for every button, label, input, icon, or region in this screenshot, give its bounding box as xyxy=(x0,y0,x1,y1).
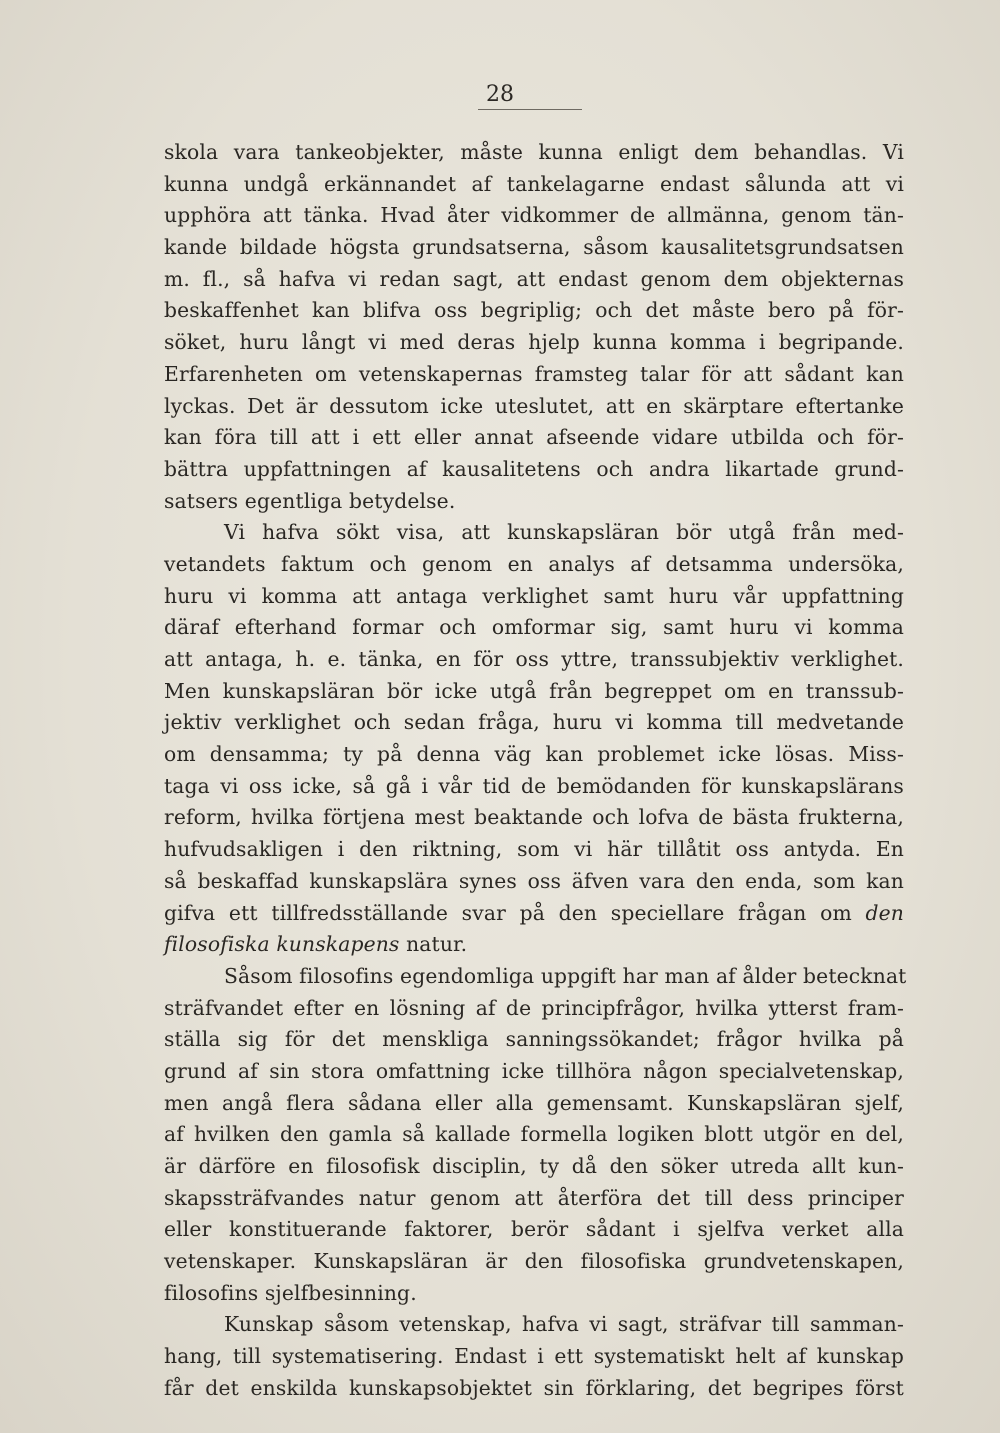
text-line: skola vara tankeobjekter, måste kunna enligt dem behandlas. Vi xyxy=(164,140,904,164)
italic-run: den xyxy=(865,900,904,925)
text-line: vetandets faktum och genom en analys af detsamma undersöka, xyxy=(164,551,904,576)
text-line: reform, hvilka förtjena mest beaktande och lofva de bästa frukterna, xyxy=(164,805,904,830)
page-number-rule xyxy=(478,109,582,110)
page-number: 28 xyxy=(486,82,514,107)
text-run: gifva ett tillfredsställande svar på den speciellare frågan om xyxy=(164,900,866,925)
text-line: grund af sin stora omfattning icke tillhöra någon specialvetenskap, xyxy=(164,1058,904,1083)
text-line: bättra uppfattningen af kausalitetens och andra likartade grund- xyxy=(164,456,904,481)
text-line: hang, till systematisering. Endast i ett systematiskt helt af kunskap xyxy=(164,1344,904,1369)
text-line: så beskaffad kunskapslära synes oss äfven vara den enda, som kan xyxy=(164,868,904,893)
text-line: lyckas. Det är dessutom icke uteslutet, att en skärptare eftertanke xyxy=(164,393,904,418)
text-line: söket, huru långt vi med deras hjelp kunna komma i begripande. xyxy=(164,330,904,355)
text-line: taga vi oss icke, så gå i vår tid de bemödanden för kunskapslärans xyxy=(164,773,904,798)
text-line: satsers egentliga betydelse. xyxy=(164,488,456,513)
text-line: får det enskilda kunskapsobjektet sin förklaring, det begripes först xyxy=(164,1375,904,1400)
text-line: vetenskaper. Kunskapsläran är den filosofiska grundvetenskapen, xyxy=(164,1249,904,1274)
text-line: sträfvandet efter en lösning af de principfrågor, hvilka ytterst fram- xyxy=(164,995,904,1020)
text-line: Erfarenheten om vetenskapernas framsteg talar för att sådant kan xyxy=(164,361,904,386)
text-line: beskaffenhet kan blifva oss begriplig; och det måste bero på för- xyxy=(164,298,904,323)
text-line: af hvilken den gamla så kallade formella logiken blott utgör en del, xyxy=(164,1122,904,1147)
text-line: hufvudsakligen i den riktning, som vi här tillåtit oss antyda. En xyxy=(164,837,904,862)
text-line: Kunskap såsom vetenskap, hafva vi sagt, sträfvar till samman- xyxy=(224,1312,904,1337)
text-line: kande bildade högsta grundsatserna, såsom kausalitetsgrundsatsen xyxy=(164,235,904,260)
text-line: jektiv verklighet och sedan fråga, huru vi komma till medvetande xyxy=(164,710,904,735)
text-line: att antaga, h. e. tänka, en för oss yttre, transsubjektiv verklighet. xyxy=(164,647,904,671)
text-line-with-italic xyxy=(164,898,904,930)
text-line: kan föra till att i ett eller annat afseende vidare utbilda och för- xyxy=(164,425,904,450)
body-text xyxy=(164,137,907,1405)
text-line: kunna undgå erkännandet af tankelagarne endast sålunda att vi xyxy=(164,171,904,196)
text-line: är därföre en filosofisk disciplin, ty då den söker utreda allt kun- xyxy=(164,1154,904,1178)
text-line: om densamma; ty på denna väg kan problemet icke lösas. Miss- xyxy=(164,742,904,767)
text-line: Vi hafva sökt visa, att kunskapsläran bör utgå från med- xyxy=(224,520,904,545)
text-line: skapssträfvandes natur genom att återföra det till dess principer xyxy=(164,1185,904,1210)
text-line: eller konstituerande faktorer, berör sådant i sjelfva verket alla xyxy=(164,1217,904,1242)
text-line: men angå flera sådana eller alla gemensamt. Kunskapsläran sjelf, xyxy=(164,1090,904,1115)
text-line: huru vi komma att antaga verklighet samt huru vår uppfattning xyxy=(164,583,904,608)
text-line: Såsom filosofins egendomliga uppgift har man af ålder betecknat xyxy=(224,963,907,988)
text-line: ställa sig för det menskliga sanningssökandet; frågor hvilka på xyxy=(164,1027,904,1052)
text-line-with-italic xyxy=(164,929,904,961)
text-line: upphöra att tänka. Hvad åter vidkommer de allmänna, genom tän- xyxy=(164,203,904,228)
text-line: m. fl., så hafva vi redan sagt, att endast genom dem objekternas xyxy=(164,266,904,291)
text-line: Men kunskapsläran bör icke utgå från begreppet om en transsub- xyxy=(164,678,904,703)
text-line: däraf efterhand formar och omformar sig, samt huru vi komma xyxy=(164,615,904,640)
text-line: filosofins sjelfbesinning. xyxy=(164,1280,417,1305)
text-run: natur. xyxy=(399,932,468,957)
italic-run: filosofiska kunskapens xyxy=(164,932,400,957)
